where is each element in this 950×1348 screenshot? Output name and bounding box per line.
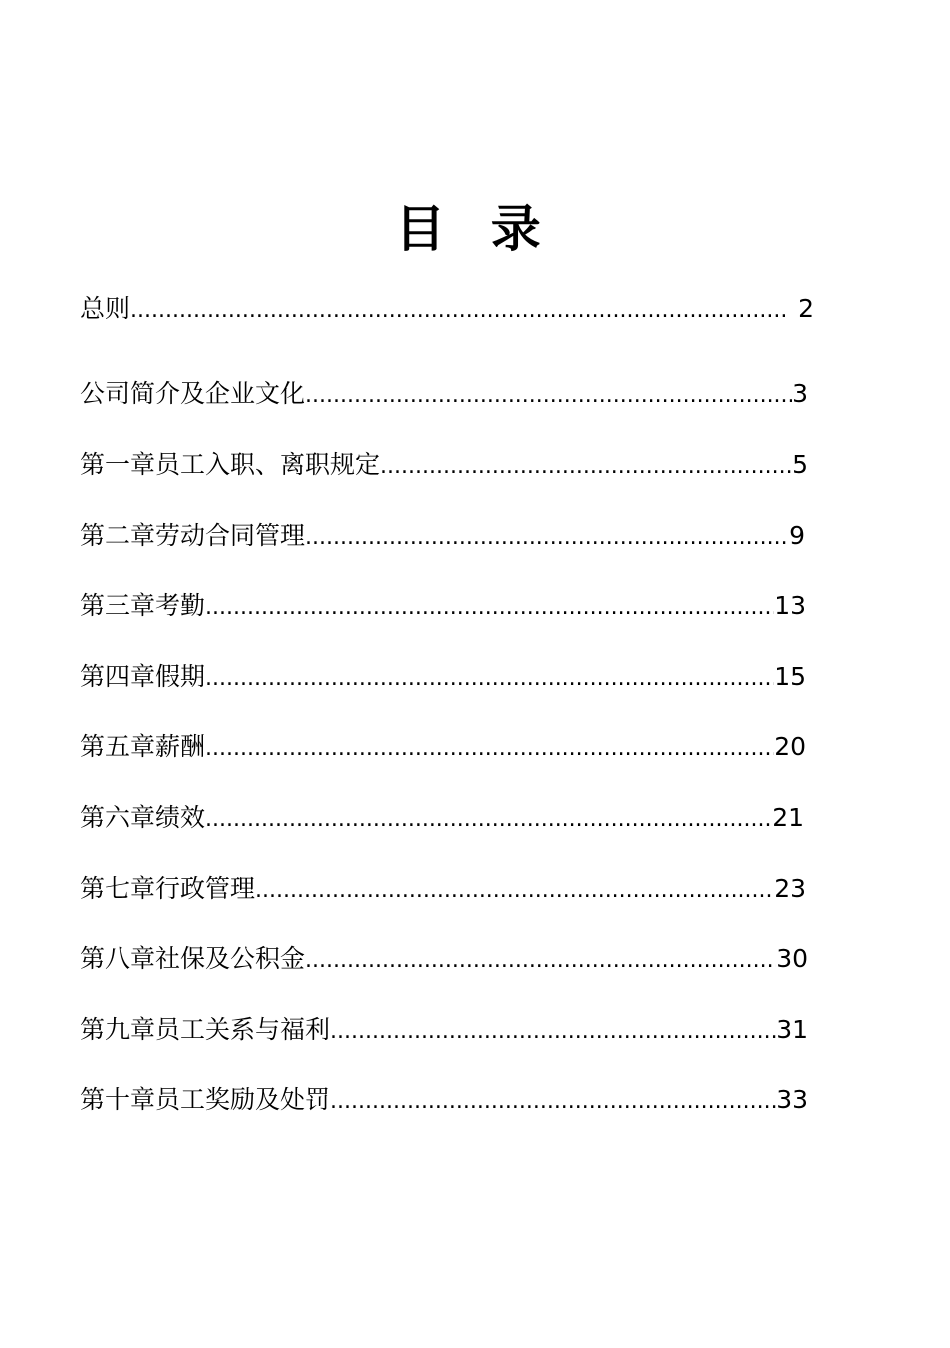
toc-entry-title: 绩效 — [155, 803, 206, 832]
toc-entry-chapter-1[interactable] — [80, 448, 808, 482]
toc-entry-title: 考勤 — [155, 591, 206, 620]
toc-entry-chapter: 第八章 — [80, 944, 156, 973]
toc-entry-page: 30 — [776, 944, 808, 973]
toc-entry-title: 行政管理 — [155, 874, 256, 903]
toc-entry-page: 33 — [776, 1085, 808, 1114]
toc-dot-leader — [255, 874, 774, 908]
toc-entry-chapter-4[interactable] — [80, 660, 806, 694]
toc-entry-chapter: 第一章 — [80, 450, 156, 479]
toc-entry-chapter: 第十章 — [80, 1085, 156, 1114]
toc-entry-title: 劳动合同管理 — [155, 521, 306, 550]
toc-entry-chapter-8[interactable] — [80, 942, 808, 976]
toc-entry-title: 社保及公积金 — [155, 944, 306, 973]
toc-dot-leader — [205, 662, 774, 696]
toc-dot-leader — [205, 591, 774, 625]
toc-entry-chapter: 第三章 — [80, 591, 156, 620]
toc-entry-title: 员工关系与福利 — [155, 1015, 331, 1044]
toc-entry-title: 总则 — [80, 294, 131, 323]
toc-entry-title: 公司简介及企业文化 — [80, 379, 306, 408]
toc-entry-chapter: 第六章 — [80, 803, 156, 832]
toc-entry-title: 员工奖励及处罚 — [155, 1085, 331, 1114]
toc-dot-leader — [205, 803, 772, 837]
toc-entry-page: 23 — [774, 874, 806, 903]
toc-entry-chapter-10[interactable] — [80, 1083, 808, 1117]
toc-entry-title: 薪酬 — [155, 732, 206, 761]
toc-title: 目 录 — [395, 200, 555, 258]
toc-dot-leader — [380, 450, 792, 484]
toc-entry-chapter-3[interactable] — [80, 589, 806, 623]
toc-entry-page: 13 — [774, 591, 806, 620]
toc-dot-leader — [305, 379, 792, 413]
toc-entry-page: 21 — [772, 803, 804, 832]
toc-entry-page: 5 — [792, 450, 808, 479]
toc-entry-title: 员工入职、离职规定 — [155, 450, 381, 479]
toc-entry-page: 3 — [792, 379, 808, 408]
toc-dot-leader — [330, 1015, 776, 1049]
toc-entry-chapter: 第四章 — [80, 662, 156, 691]
toc-entry-page: 15 — [774, 662, 806, 691]
toc-dot-leader — [205, 732, 774, 766]
toc-entry-page: 2 — [798, 294, 814, 323]
toc-entry-chapter-5[interactable] — [80, 730, 806, 764]
toc-entry-chapter-2[interactable] — [80, 519, 805, 553]
toc-entry-page: 9 — [789, 521, 805, 550]
toc-entry-page: 31 — [776, 1015, 808, 1044]
toc-dot-leader — [305, 944, 776, 978]
toc-entry-chapter: 第七章 — [80, 874, 156, 903]
toc-entry-company-intro[interactable] — [80, 377, 808, 411]
toc-entry-chapter: 第九章 — [80, 1015, 156, 1044]
toc-entry-chapter-9[interactable] — [80, 1013, 808, 1047]
toc-dot-leader — [305, 521, 789, 555]
toc-dot-leader — [330, 1085, 776, 1119]
toc-entry-general[interactable] — [80, 292, 814, 326]
toc-entry-chapter: 第二章 — [80, 521, 156, 550]
toc-entry-chapter: 第五章 — [80, 732, 156, 761]
toc-entry-chapter-7[interactable] — [80, 872, 806, 906]
toc-entry-page: 20 — [774, 732, 806, 761]
toc-entry-title: 假期 — [155, 662, 206, 691]
toc-entry-chapter-6[interactable] — [80, 801, 804, 835]
toc-dot-leader — [130, 294, 788, 328]
